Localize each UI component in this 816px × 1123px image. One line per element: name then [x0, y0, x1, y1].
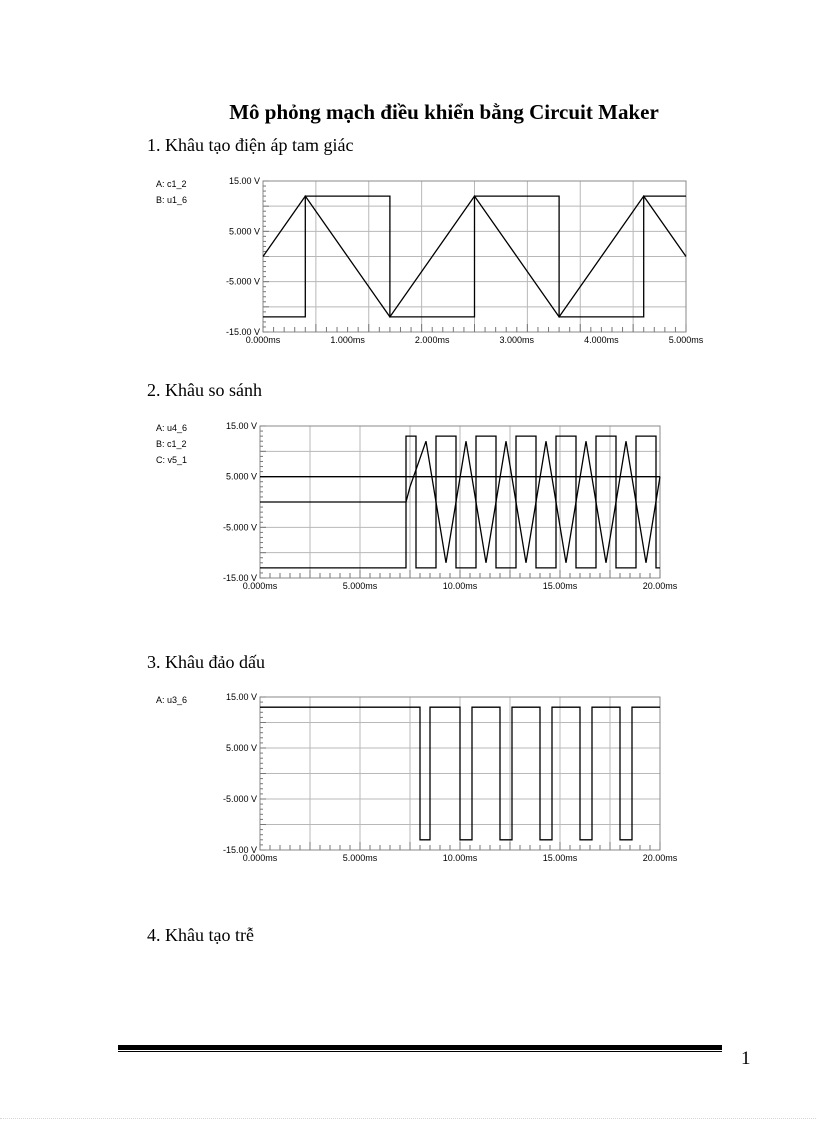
page-edge-dotted-line	[0, 1118, 816, 1119]
chart-comparator	[150, 416, 710, 600]
page-number: 1	[741, 1048, 751, 1069]
y-tick-label: 15.00 V	[225, 692, 257, 702]
section-heading-4: 4. Khâu tạo trễ	[147, 925, 254, 945]
chart-triangle-generator	[150, 172, 710, 354]
x-tick-label: 0.000ms	[242, 581, 278, 591]
section-heading-1: 1. Khâu tạo điện áp tam giác	[147, 135, 354, 155]
y-tick-label: 5.000 V	[225, 471, 257, 482]
legend-entry: B: c1_2	[156, 439, 187, 449]
section-heading-3: 3. Khâu đảo dấu	[147, 652, 265, 672]
x-tick-label: 5.000ms	[342, 853, 378, 863]
x-tick-label: 4.000ms	[584, 335, 619, 345]
x-tick-label: 5.000ms	[342, 581, 378, 591]
x-tick-label: 5.000ms	[668, 335, 704, 345]
x-tick-label: 1.000ms	[330, 335, 365, 345]
y-tick-label: -5.000 V	[222, 794, 257, 804]
footer-rule-thick	[118, 1045, 722, 1050]
footer-rule-thin	[118, 1051, 722, 1052]
y-tick-label: 15.00 V	[228, 176, 260, 186]
chart-svg	[150, 688, 710, 870]
legend-entry: A: c1_2	[156, 179, 187, 189]
chart-svg	[150, 172, 710, 354]
x-tick-label: 20.00ms	[642, 581, 678, 591]
x-tick-label: 20.00ms	[642, 853, 678, 863]
y-tick-label: -15.00 V	[222, 845, 257, 855]
y-tick-label: 15.00 V	[225, 421, 257, 431]
x-tick-label: 0.000ms	[242, 853, 278, 863]
y-tick-label: -15.00 V	[225, 327, 260, 337]
legend-entry: C: v5_1	[156, 455, 188, 465]
x-tick-label: 10.00ms	[442, 581, 478, 591]
legend-entry: A: u3_6	[156, 695, 188, 705]
y-tick-label: -5.000 V	[222, 522, 257, 533]
legend-entry: B: u1_6	[156, 195, 188, 205]
x-tick-label: 15.00ms	[542, 581, 578, 591]
section-heading-2: 2. Khâu so sánh	[147, 380, 262, 400]
x-tick-label: 2.000ms	[414, 335, 450, 345]
y-tick-label: 5.000 V	[228, 226, 260, 237]
chart-svg	[150, 416, 710, 600]
x-tick-label: 0.000ms	[245, 335, 281, 345]
x-tick-label: 10.00ms	[442, 853, 478, 863]
y-tick-label: -15.00 V	[222, 573, 257, 583]
y-tick-label: 5.000 V	[225, 743, 257, 753]
x-tick-label: 3.000ms	[499, 335, 535, 345]
x-tick-label: 15.00ms	[542, 853, 578, 863]
y-tick-label: -5.000 V	[225, 276, 260, 287]
chart-inverter	[150, 688, 710, 870]
legend-entry: A: u4_6	[156, 423, 188, 433]
document-title: Mô phỏng mạch điều khiển bằng Circuit Maker	[229, 100, 659, 124]
